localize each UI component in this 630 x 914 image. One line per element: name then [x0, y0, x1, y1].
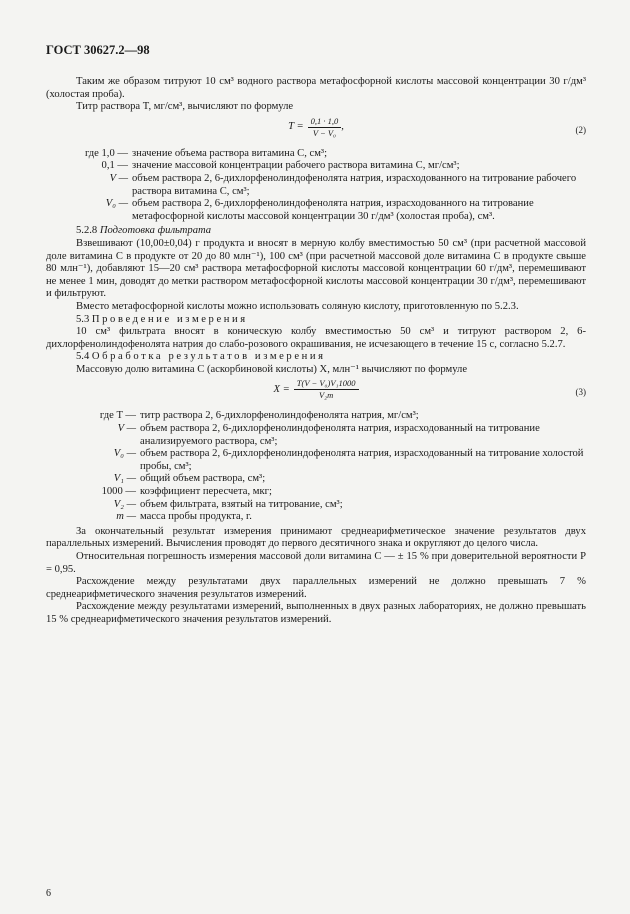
definition-symbol: 0,1 —	[101, 160, 128, 172]
definition-symbol: где 1,0 —	[84, 147, 128, 159]
formula-3-number: (3)	[575, 387, 586, 398]
definition-row	[46, 173, 586, 198]
definition-symbol: V₁ —	[113, 473, 136, 485]
definition-text: значение массовой концентрации рабочего раствора витамина С, мг/см³;	[132, 160, 460, 172]
paragraph-relative-error: Относительная погрешность измерения массовой доли витамина С — ± 15 % при доверительной вероятности P = 0,95.	[46, 551, 586, 575]
definition-symbol: V —	[109, 172, 128, 184]
definition-row	[46, 448, 586, 473]
definition-row	[46, 410, 586, 423]
definition-row	[46, 473, 586, 486]
definition-symbol: V₀ —	[113, 448, 136, 460]
definition-row	[46, 486, 586, 499]
paragraph-measurement: 10 см³ фильтрата вносят в коническую колбу вместимостью 50 см³ и титруют раствором 2, 6-дихлорфенолиндофенолята натрия до слабо-розового окрашивания, не исчезающего в течение 15 с, согласно 5.2.7.	[46, 326, 586, 350]
section-title: Проведение измерения	[91, 313, 248, 325]
definition-row	[46, 499, 586, 512]
section-5-2-8-heading	[46, 225, 586, 238]
section-5-4-heading	[46, 351, 586, 364]
definition-row	[46, 148, 586, 161]
formula-2-numerator: 0,1 · 1,0	[308, 116, 342, 128]
formula-2-tail: ,	[341, 120, 344, 132]
definitions-list-2	[46, 410, 586, 523]
definition-row	[46, 160, 586, 173]
section-number: 5.3	[76, 313, 90, 325]
paragraph-acid-alternative: Вместо метафосфорной кислоты можно использовать соляную кислоту, приготовленную по 5.2.3.	[76, 300, 519, 312]
paragraph-interlab-discrepancy: Расхождение между результатами измерений, выполненных в двух разных лабораториях, не должно превышать 15 % среднеарифметического значения результатов измерений.	[46, 601, 586, 625]
definition-text: коэффициент пересчета, мкг;	[140, 486, 272, 498]
definition-text: общий объем раствора, см³;	[140, 473, 266, 485]
definition-symbol: где T —	[99, 410, 136, 422]
paragraph-filtrate-prep: Взвешивают (10,00±0,04) г продукта и вносят в мерную колбу вместимостью 50 см³ (при расчетной массовой доле витамина С в продукте от 20 до 80 млн⁻¹), 100 см³ (при расчетной массовой доле витамина С в продукте свыше 80 млн⁻¹), добавляют 15—20 см³ раствора метафосфорной кислоты массовой концентрации 60 г/дм³, перемешивают не менее 1 мин, доводят до метки раствором метафосфорной кислоты массовой концентрации 30 г/дм³, перемешивают и фильтруют.	[46, 237, 586, 300]
paragraph-parallel-discrepancy: Расхождение между результатами двух параллельных измерений не должно превышать 7 % среднеарифметического значения результатов измерений.	[46, 576, 586, 600]
definitions-list-1	[46, 148, 586, 224]
paragraph-titer-intro: Титр раствора T, мг/см³, вычисляют по формуле	[76, 101, 294, 113]
formula-2-denominator: V − V₀	[312, 127, 336, 138]
section-title: Подготовка фильтрата	[99, 225, 212, 237]
paragraph-final-result: За окончательный результат измерения принимают среднеарифметическое значение результатов двух параллельных измерений. Вычисления проводят до первого десятичного знака и округляют до целого числа.	[46, 525, 586, 550]
definition-text: объем фильтрата, взятый на титрование, см³;	[140, 498, 343, 510]
section-number: 5.4	[76, 351, 90, 363]
standard-header: ГОСТ 30627.2—98	[46, 43, 150, 57]
page-number: 6	[46, 888, 51, 899]
definition-symbol: V₂ —	[113, 498, 136, 510]
definition-symbol: 1000 —	[101, 486, 136, 498]
formula-2-lhs: T =	[288, 120, 304, 132]
section-title: Обработка результатов измерения	[91, 351, 326, 363]
definition-row	[46, 511, 586, 524]
definition-text: объем раствора 2, 6-дихлорфенолиндофенолята натрия, израсходованный на титрование холостой пробы, см³;	[140, 448, 584, 472]
definition-text: объем раствора 2, 6-дихлорфенолиндофенолята натрия, израсходованного на титрование рабочего раствора витамина С, см³;	[132, 172, 577, 197]
formula-2	[46, 116, 586, 146]
document-body	[46, 76, 586, 627]
definition-text: объем раствора 2, 6-дихлорфенолиндофенолята натрия, израсходованный на титрование анализируемого раствора, см³;	[140, 423, 540, 447]
paragraph-mass-fraction-intro: Массовую долю витамина С (аскорбиновой кислоты) X, млн⁻¹ вычисляют по формуле	[76, 363, 468, 375]
definition-row	[46, 198, 586, 223]
definition-text: масса пробы продукта, г.	[140, 511, 252, 523]
definition-symbol: V₀ —	[105, 198, 128, 210]
formula-3-lhs: X =	[273, 383, 290, 395]
definition-text: титр раствора 2, 6-дихлорфенолиндофенолята натрия, мг/см³;	[140, 410, 419, 422]
formula-2-number: (2)	[575, 124, 586, 135]
definition-row	[46, 423, 586, 448]
definition-text: объем раствора 2, 6-дихлорфенолиндофенолята натрия, израсходованного на титрование метафосфорной кислоты массовой концентрации 30 г/дм³ (холостая проба), см³.	[132, 198, 534, 222]
formula-3-numerator: T(V − V₀)V₁1000	[294, 378, 359, 390]
formula-3	[46, 378, 586, 408]
definition-symbol: m —	[116, 511, 136, 523]
paragraph-blank-titration: Таким же образом титруют 10 см³ водного раствора метафосфорной кислоты массовой концентрации 30 г/дм³ (холостая проба).	[46, 76, 586, 100]
definition-symbol: V —	[117, 423, 136, 435]
section-number: 5.2.8	[76, 225, 98, 237]
definition-text: значение объема раствора витамина С, см³;	[132, 147, 328, 159]
formula-3-denominator: V₂m	[318, 390, 334, 401]
section-5-3-heading	[46, 314, 586, 327]
